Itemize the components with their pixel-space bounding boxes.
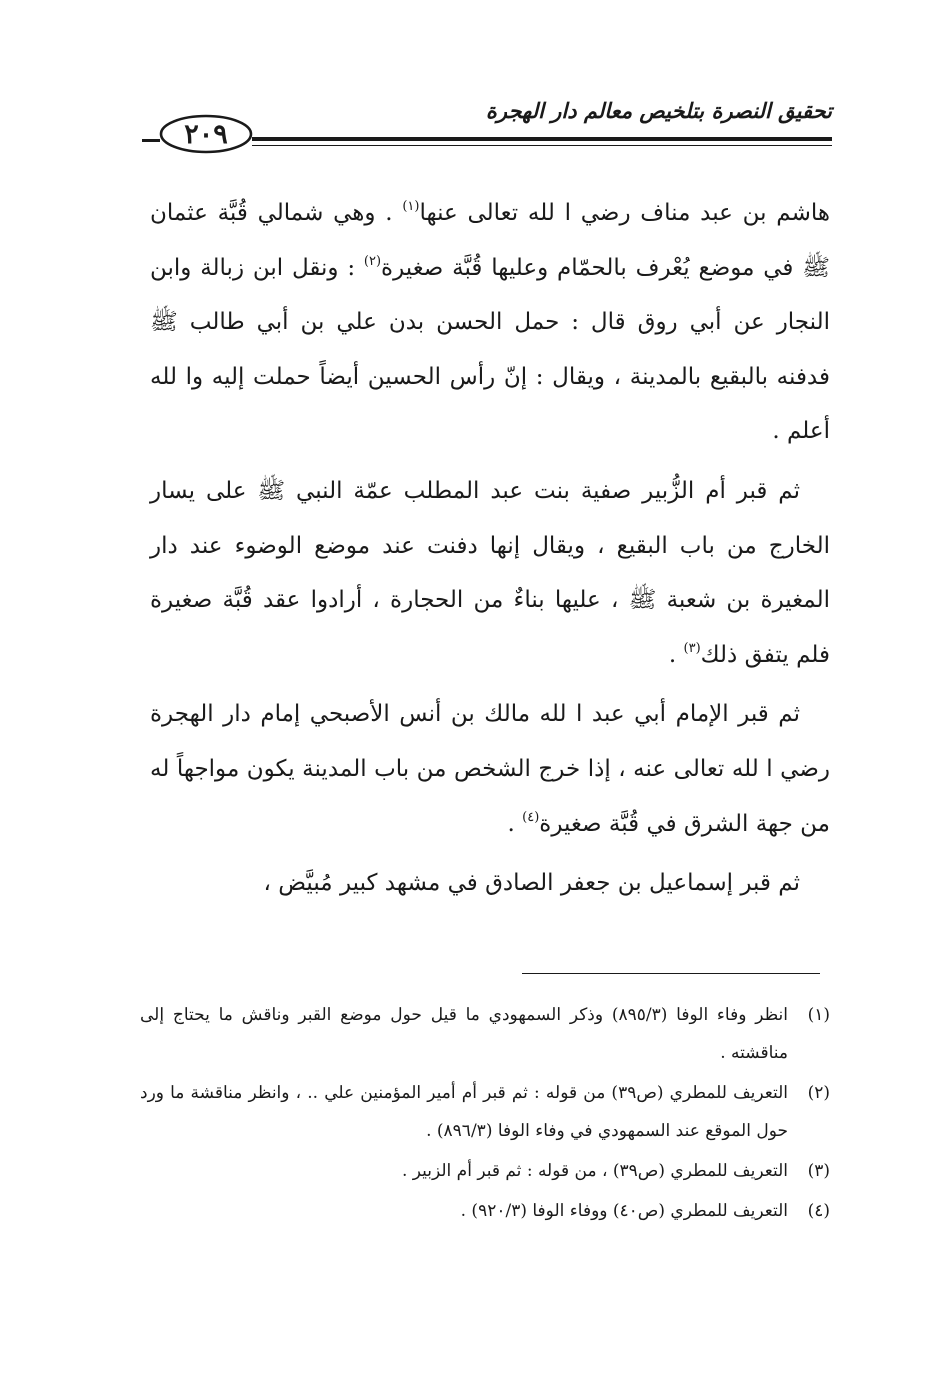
paragraph-text: . (507, 810, 523, 837)
footnote-text: التعريف للمطري (ص٣٩) من قوله : ثم قبر أم أمير المؤمنين علي .. ، وانظر مناقشة ما ورد حول الموقع عند السمهودي في وفاء الوفا (٨٩٦/٣) . (140, 1083, 789, 1141)
paragraph (150, 464, 830, 682)
paragraph (150, 856, 830, 911)
footnote-number: (٣) (807, 1161, 830, 1181)
footnote-number: (٢) (807, 1083, 830, 1103)
paragraph-text: ثم قبر أم الزُّبير صفية بنت عبد المطلب عمّة النبي ﷺ على يسار الخارج من باب البقيع ، ويقال إنها دفنت عند موضع الوضوء عند دار المغيرة بن شعبة ﷺ ، عليها بناءٌ من الحجارة ، أرادوا عقد قُبَّة صغيرة فلم يتفق ذلك (150, 477, 830, 668)
header-rule-tail (142, 139, 160, 142)
footnote-number: (١) (807, 1005, 830, 1025)
footnote-marker: (٤) (522, 809, 540, 825)
paragraph-text: هاشم بن عبد مناف رضي ا لله تعالى عنها (419, 200, 830, 226)
header-rule-thin (252, 145, 832, 146)
footnotes (140, 996, 830, 1230)
header-rule-thick (252, 137, 832, 141)
footnote-marker: (١) (402, 199, 420, 214)
footnote-text: التعريف للمطري (ص٤٠) ووفاء الوفا (٩٢٠/٣) . (460, 1201, 788, 1221)
paragraph (150, 687, 830, 851)
footnote-item (140, 1074, 830, 1150)
footnote-text: التعريف للمطري (ص٣٩) ، من قوله : ثم قبر أم الزبير . (401, 1161, 788, 1181)
footnote-item (140, 1192, 830, 1230)
paragraph-text: ثم قبر إسماعيل بن جعفر الصادق في مشهد كبير مُبيَّض ، (263, 870, 800, 897)
footnote-marker: (٢) (363, 253, 382, 269)
footnote-marker: (٣) (683, 640, 701, 656)
footnote-number: (٤) (807, 1201, 830, 1221)
paragraph-text: . (668, 641, 684, 668)
paragraph-text: . وهي شمالي قُبَّة عثمان ﷺ في موضع يُعْرف بالحمّام وعليها قُبَّة صغيرة (150, 200, 830, 281)
paragraph (150, 186, 830, 459)
running-title: تحقيق النصرة بتلخيص معالم دار الهجرة (485, 98, 832, 123)
paragraph-text: ثم قبر الإمام أبي عبد ا لله مالك بن أنس الأصبحي إمام دار الهجرة رضي ا لله تعالى عنه ، إذا خرج الشخص من باب المدينة يكون مواجهاً له من جهة الشرق في قُبَّة صغيرة (150, 701, 830, 837)
page-number: ٢٠٩ (184, 118, 228, 150)
paragraph-text: : ونقل ابن زبالة وابن النجار عن أبي روق قال : حمل الحسن بدن علي بن أبي طالب ﷺ فدفنه بالبقيع بالمدينة ، ويقال : إنّ رأس الحسين أيضاً حملت إليه وا لله أعلم . (150, 254, 830, 445)
main-text (150, 186, 830, 911)
footnote-separator (522, 973, 820, 974)
footnote-text: انظر وفاء الوفا (٨٩٥/٣) وذكر السمهودي ما قيل حول موضع القبر وناقش ما يحتاج إلى مناقشته . (140, 1005, 788, 1063)
footnote-item (140, 1152, 830, 1190)
footnote-item (140, 996, 830, 1072)
